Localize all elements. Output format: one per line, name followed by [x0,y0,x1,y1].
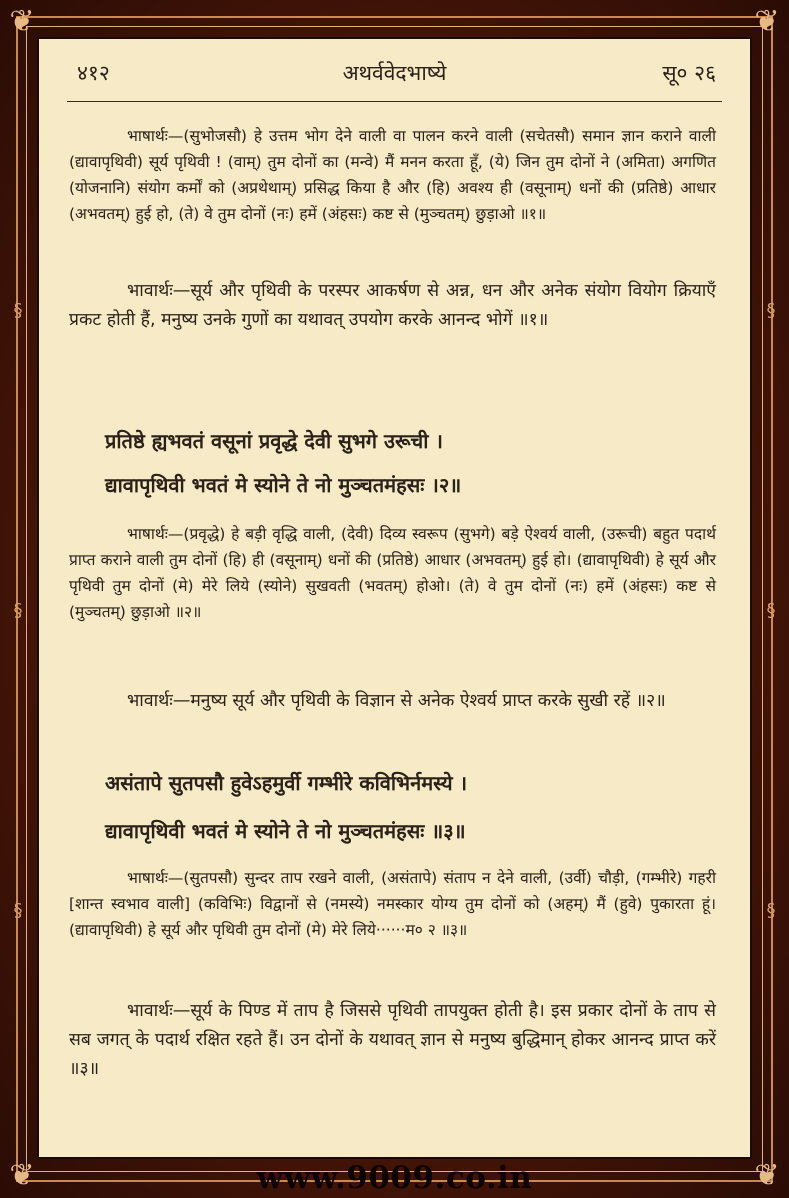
translation-paragraph: भाषार्थः—(सुतपसौ) सुन्दर ताप रखने वाली, (असंतापे) संताप न देने वाली, (उर्वी) चौड़ी, (गम्भीरे) गहरी [शान्त स्वभाव वाली] (कविभिः) विद्वानों से (नमस्ये) नमस्कार योग्य तुम दोनों को (अहम्) मैं (हुवे) पुकारता हूं। (द्यावापृथिवी) हे सूर्य और पृथिवी तुम दोनों (मे) मेरे लिये······म० २ ॥३॥ [69,869,716,939]
side-ornament-icon: § [13,900,23,921]
corner-ornament-icon: ❦ [9,4,35,39]
verse-line: द्यावापृथिवी भवतं मे स्योने ते नो मुञ्चतमंहसः ।२॥ [105,473,462,497]
translation-paragraph: भाषार्थः—(सुभोजसौ) हे उत्तम भोग देने वाली वा पालन करने वाली (सचेतसौ) समान ज्ञान कराने वाली (द्यावापृथिवी) सूर्य पृथिवी ! (वाम्) तुम दोनों का (मन्वे) मैं मनन करता हूँ, (ये) जिन तुम दोनों ने (अमिता) अगणित (योजनानि) संयोग कर्मों को (अप्रथेथाम्) प्रसिद्ध किया है और (हि) अवश्य ही (वसूनाम्) धनों की (प्रतिष्ठे) आधार (अभवतम्) हुई हो, (ते) वे तुम दोनों (नः) हमें (अंहसः) कष्ट से (मुञ्चतम्) छुड़ाओ ॥१॥ [69,127,716,223]
side-ornament-icon: § [766,300,776,321]
translation-paragraph: भाषार्थः—(प्रवृद्धे) हे बड़ी वृद्धि वाली, (देवी) दिव्य स्वरूप (सुभगे) बड़े ऐश्वर्य वाली, (उरूची) बहुत पदार्थ प्राप्त कराने वाली तुम दोनों (हि) ही (वसूनाम्) धनों की (प्रतिष्ठे) आधार (अभवतम्) हुई हो। (द्यावापृथिवी) हे सूर्य और पृथिवी तुम दोनों (मे) मेरे लिये (स्योने) सुखवती (भवतम्) होओ। (ते) वे तुम दोनों (नः) हमें (अंहसः) कष्ट से (मुञ्चतम्) छुड़ाओ ॥२॥ [69,525,716,621]
side-ornament-icon: § [766,600,776,621]
meaning-paragraph: भावार्थः—मनुष्य सूर्य और पृथिवी के विज्ञान से अनेक ऐश्वर्य प्राप्त करके सुखी रहें ॥२॥ [127,691,666,711]
verse-line: प्रतिष्ठे ह्यभवतं वसूनां प्रवृद्धे देवी सुभगे उरूची । [105,429,443,453]
page-number: ४१२ [77,61,110,85]
corner-ornament-icon: ❦ [754,1158,780,1193]
verse-line: द्यावापृथिवी भवतं मे स्योने ते नो मुञ्चतमंहसः ॥३॥ [105,819,466,843]
sukta-number: सू० २६ [662,61,716,85]
meaning-paragraph: भावार्थः—सूर्य के पिण्ड में ताप है जिससे पृथिवी तापयुक्त होती है। इस प्रकार दोनों के ताप से सब जगत् के पदार्थ रक्षित रहते हैं। उन दोनों के यथावत् ज्ञान से मनुष्य बुद्धिमान् होकर आनन्द प्राप्त करें ॥३॥ [69,1001,716,1079]
page-header [69,55,720,91]
header-divider [67,101,722,102]
side-ornament-icon: § [13,300,23,321]
page-title: अथर्ववेदभाष्ये [342,61,447,85]
side-ornament-icon: § [13,600,23,621]
book-page [37,37,752,1159]
side-ornament-icon: § [766,900,776,921]
verse-line: असंतापे सुतपसौ हुवेऽहमुर्वी गम्भीरे कविभिर्नमस्ये । [105,771,468,795]
meaning-paragraph: भावार्थः—सूर्य और पृथिवी के परस्पर आकर्षण से अन्न, धन और अनेक संयोग वियोग क्रियाएँ प्रकट होती हैं, मनुष्य उनके गुणों का यथावत् उपयोग करके आनन्द भोगें ॥१॥ [69,281,716,330]
website-watermark: www.9009.co.in [256,1160,533,1196]
corner-ornament-icon: ❦ [754,4,780,39]
corner-ornament-icon: ❦ [9,1158,35,1193]
